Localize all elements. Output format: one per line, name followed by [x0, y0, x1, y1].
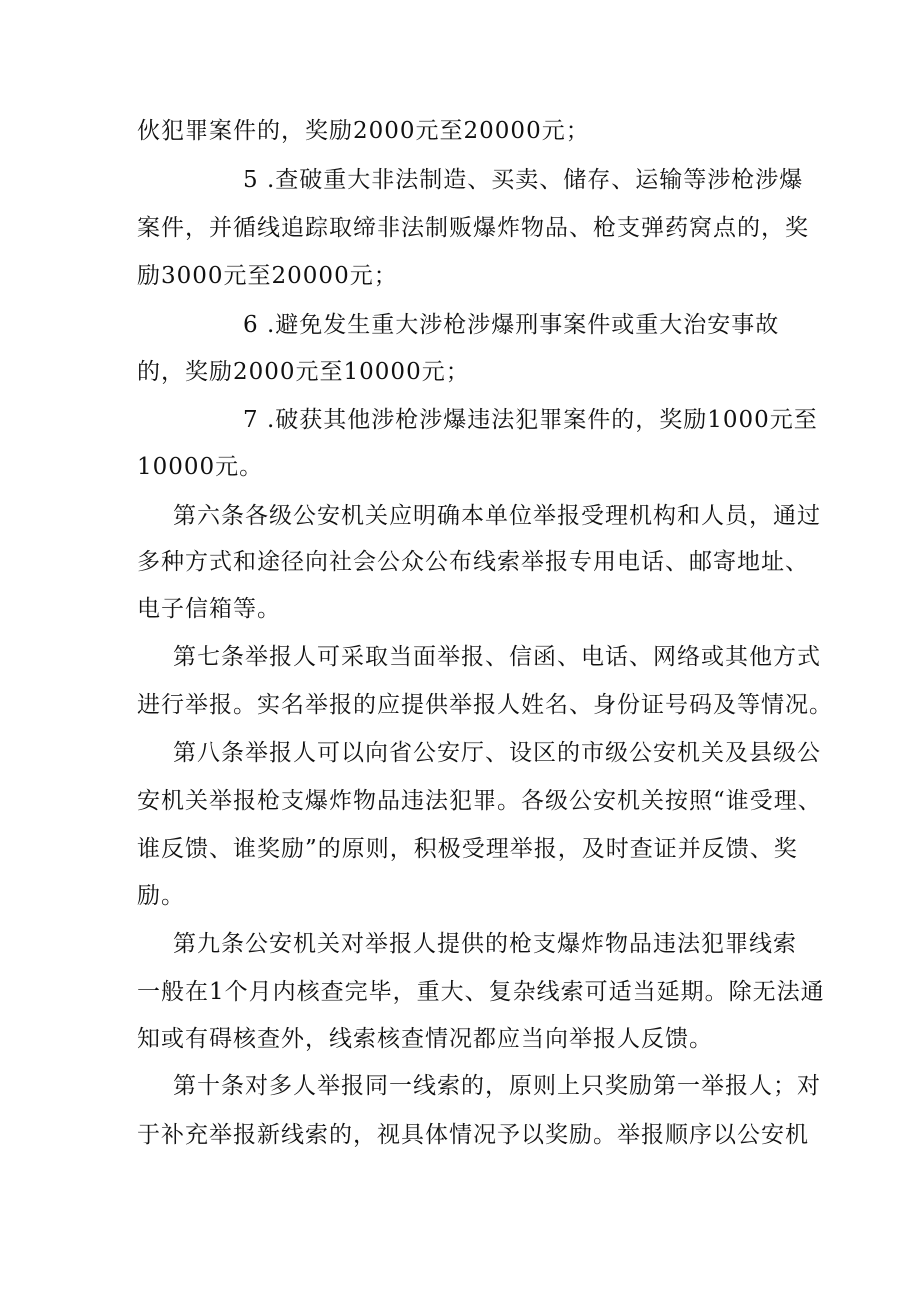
text-line: 的，奖励2000元至10000元；	[137, 359, 470, 385]
text-line: 6 .避免发生重大涉枪涉爆刑事案件或重大治安事故	[243, 312, 780, 338]
text-line: 第六条各级公安机关应明确本单位举报受理机构和人员，通过	[173, 503, 821, 529]
text-line: 谁反馈、谁奖励”的原则，积极受理举报，及时查证并反馈、奖	[137, 836, 798, 862]
text-line: 一般在1个月内核查完毕，重大、复杂线索可适当延期。除无法通	[137, 979, 825, 1005]
text-line: 安机关举报枪支爆炸物品违法犯罪。各级公安机关按照“谁受理、	[137, 788, 822, 814]
text-line: 多种方式和途径向社会公众公布线索举报专用电话、邮寄地址、	[137, 549, 809, 575]
text-line: 5 .查破重大非法制造、买卖、储存、运输等涉枪涉爆	[243, 167, 804, 193]
text-line: 励3000元至20000元；	[137, 263, 398, 289]
text-line: 于补充举报新线索的，视具体情况予以奖励。举报顺序以公安机	[137, 1122, 809, 1148]
text-line: 第八条举报人可以向省公安厅、设区的市级公安机关及县级公	[173, 740, 821, 766]
text-line: 10000元。	[137, 454, 264, 480]
text-line: 第九条公安机关对举报人提供的枪支爆炸物品违法犯罪线索	[173, 931, 797, 957]
text-line: 电子信箱等。	[137, 596, 281, 622]
text-line: 进行举报。实名举报的应提供举报人姓名、身份证号码及等情况。	[137, 692, 833, 718]
text-line: 7 .破获其他涉枪涉爆违法犯罪案件的，奖励1000元至	[243, 407, 818, 433]
text-line: 伙犯罪案件的，奖励2000元至20000元；	[137, 118, 590, 144]
text-line: 第十条对多人举报同一线索的，原则上只奖励第一举报人；对	[173, 1073, 821, 1099]
text-line: 第七条举报人可采取当面举报、信函、电话、网络或其他方式	[173, 644, 821, 670]
text-line: 知或有碍核查外，线索核查情况都应当向举报人反馈。	[137, 1026, 713, 1052]
text-line: 励。	[137, 883, 185, 909]
text-line: 案件，并循线追踪取缔非法制贩爆炸物品、枪支弹药窝点的，奖	[137, 215, 809, 241]
